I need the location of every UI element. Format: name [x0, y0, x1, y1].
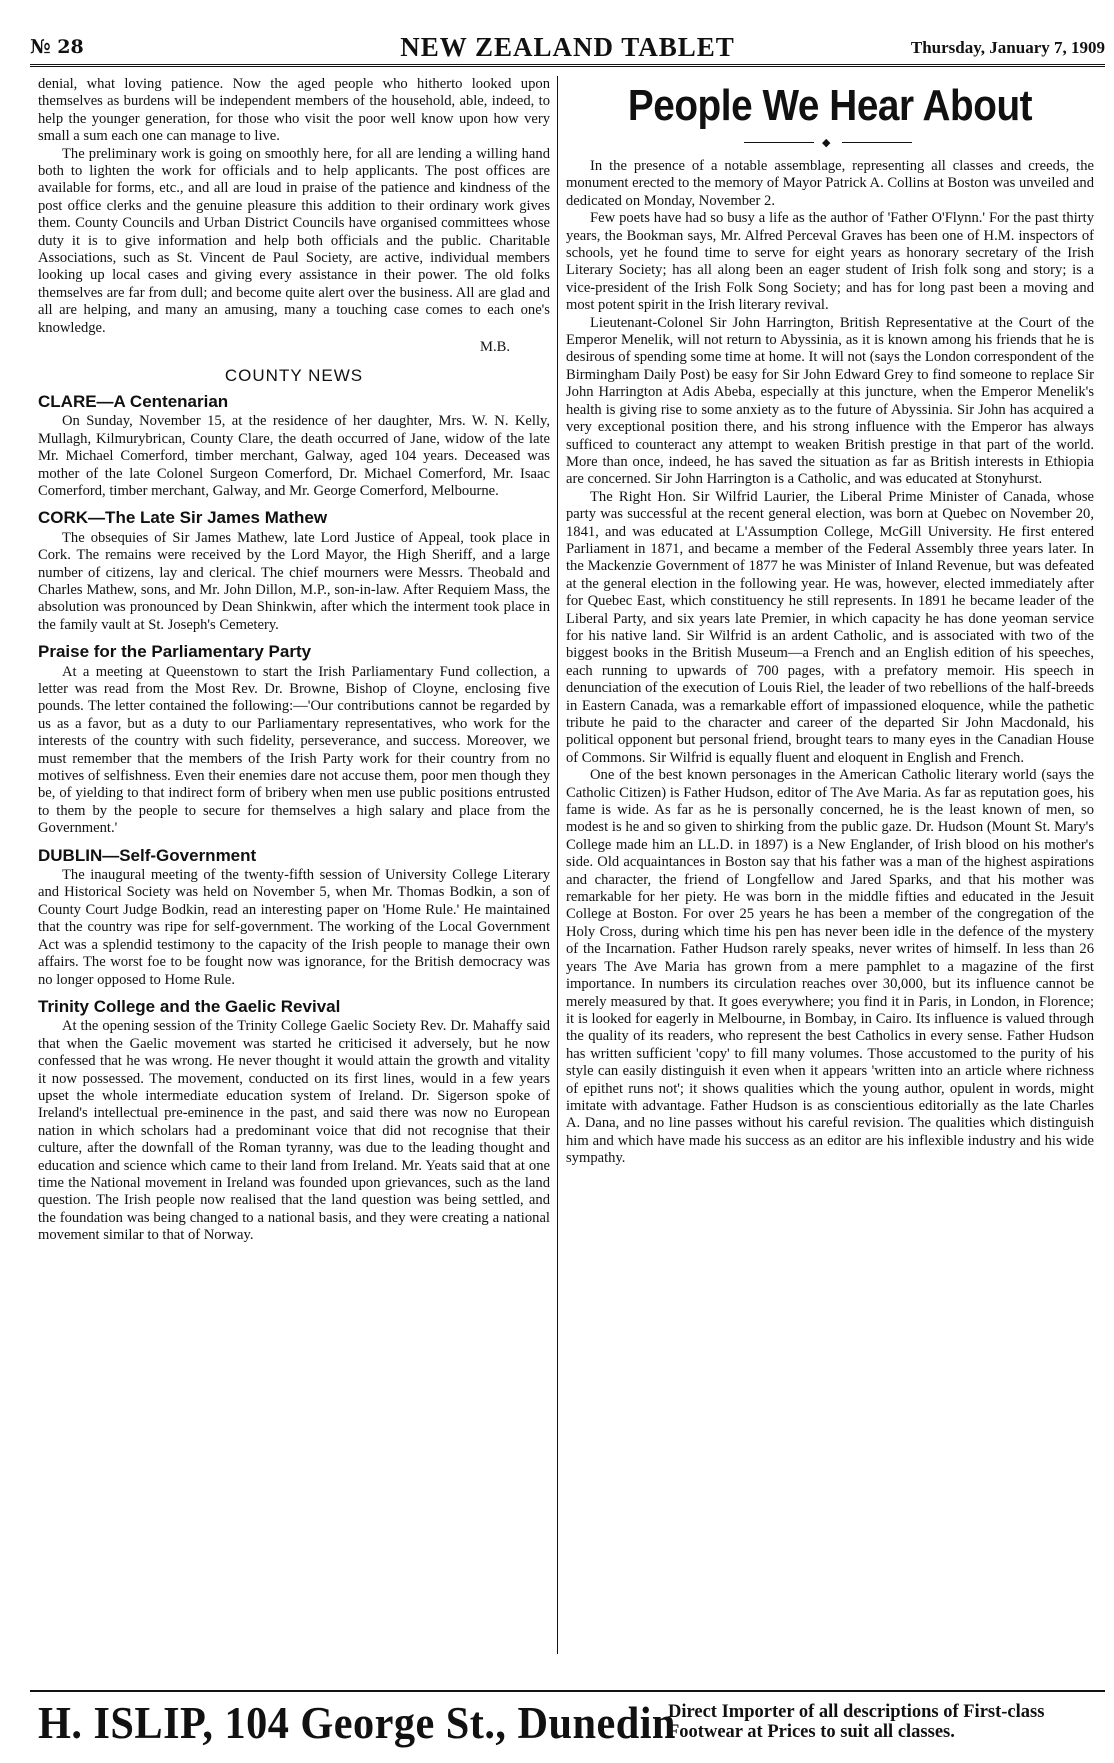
tagline-line: Direct Importer of all descriptions of First-class	[668, 1702, 1045, 1722]
advertisement-footer	[30, 1690, 1105, 1752]
article-paragraph: Few poets have had so busy a life as the author of 'Father O'Flynn.' For the past thirty years, the Bookman says, Mr. Alfred Perceval Graves has been one of H.M. inspectors of schools, yet he found time to serve for eight years as honorary secretary of the Irish Literary Society; has all along been an eager student of Irish folk song and story; is a vice-president of the Irish Folk Song Society; and has for long past been a moving and most potent spirit in the Irish literary revival.	[566, 210, 1094, 314]
heading-parliamentary-party: Praise for the Parliamentary Party	[38, 642, 312, 662]
article-dublin: The inaugural meeting of the twenty-fifth session of University College Literary and Historical Society was held on November 5, when Mr. Thomas Bodkin, a son of County Court Judge Bodkin, read an interesting paper on 'Home Rule.' He maintained that the country was ripe for self-government. The working of the Local Government Act was a splendid testimony to the capacity of the Irish people to manage their own affairs. The worst foe to be fought now was ignorance, for the British democracy was no longer opposed to Home Rule.	[38, 867, 550, 988]
article-parliamentary-party: At a meeting at Queenstown to start the Irish Parliamentary Fund collection, a letter was read from the Most Rev. Dr. Browne, Bishop of Cloyne, enclosing five pounds. The letter contained the following:—'Our contributions cannot be regarded by us as a favor, but as a duty to our Parliamentary representatives, who work for the interests of the country with such fidelity, perseverance, and success. Moreover, we must remember that the members of the Irish Party work for their country from no motives of selfishness. Even their enemies dare not accuse them, poor men though they be, of yielding to that indirect form of bribery when men use public positions entrusted to them by the people to secure for themselves a high salary and place from the Government.'	[38, 663, 550, 837]
page-header	[30, 30, 1105, 67]
heading-cork: CORK—The Late Sir James Mathew	[38, 508, 328, 528]
advertisement-tagline	[668, 1702, 1044, 1742]
section-title-county-news: COUNTY NEWS	[224, 365, 364, 385]
intro-paragraph: denial, what loving patience. Now the aged people who hitherto looked upon themselves as burdens will be independent members of the household, able, indeed, to help the younger generation, for those who visit the poor well know upon how very small a sum each one can manage to live.	[38, 76, 550, 145]
left-column	[38, 76, 550, 1661]
article-paragraph: In the presence of a notable assemblage, representing all classes and creeds, the monument erected to the memory of Mayor Patrick A. Collins at Boston was unveiled and dedicated on Monday, November 2.	[566, 158, 1094, 209]
tagline-line: Footwear at Prices to suit all classes.	[668, 1722, 955, 1742]
heading-dublin: DUBLIN—Self-Government	[38, 845, 257, 865]
advertiser-name: H. ISLIP, 104 George St., Dunedin	[38, 1697, 676, 1748]
heading-clare: CLARE—A Centenarian	[38, 391, 229, 411]
article-paragraph: Lieutenant-Colonel Sir John Harrington, British Representative at the Court of the Emperor Menelik, will not return to Abyssinia, as it is known among his friends that he is desirous of spending some time at home. It will not (says the London correspondent of the Birmingham Daily Post) be easy for Sir John Edward Grey to find someone to replace Sir John Harrington at Adis Abeba, especially at this juncture, when the Emperor Menelik's health is giving rise to some anxiety as to the future of Abyssinia. Sir John has acquired a very exceptional position there, and his strong influence with the Emperor has always sufficed to counteract any attempt to weaken British prestige in that part of the world. More than once, indeed, he has saved the situation as far as British interests in Ethiopia are concerned. Sir John Harrington is a Catholic, and was educated at Stonyhurst.	[566, 314, 1094, 488]
article-trinity: At the opening session of the Trinity College Gaelic Society Rev. Dr. Mahaffy said that when the Gaelic movement was started he criticised it adversely, but he now confessed that he was wrong. He never thought it would attain the growth and vitality it now possessed. The movement, conducted on its first lines, would in a few years upset the whole intermediate education system of Ireland. Dr. Sigerson spoke of Ireland's intellectual pre-eminence in the past, and said there was now no European nation in which scholars had a predominant voice that did not recognise that their culture, after the downfall of the Roman tyranny, was due to the leading thought and education and science which came to their land from Ireland. Mr. Yeats said that at one time the National movement in Ireland was founded upon grievances, such as the land question. The Irish people now realised that the land question was being settled, and the foundation was being changed to a national basis, and they were creating a national movement similar to that of Norway.	[38, 1018, 550, 1244]
column-divider	[557, 76, 558, 1654]
signature: M.B.	[479, 339, 510, 356]
right-column	[566, 76, 1094, 1661]
newspaper-title: NEW ZEALAND TABLET	[400, 32, 735, 62]
article-paragraph: The Right Hon. Sir Wilfrid Laurier, the Liberal Prime Minister of Canada, whose party was successful at the recent general election, was born at Quebec on November 20, 1841, and was educated at L'Assumption College, McGill University. He first entered Parliament in 1871, and became a member of the Federal Assembly three years later. In the Mackenzie Government of 1877 he was Minister of Inland Revenue, but was defeated at the general election in the following year. He was, however, elected immediately after for Quebec East, which constituency he still represents. In 1891 he became leader of the Liberal Party, and six years late Premier, in which capacity he has done yeoman service for his native land. Sir Wilfrid is an ardent Catholic, and is associated with two of the biggest books in the British Museum—a French and an English edition of his speeches, each running to upwards of 700 pages, with a prefatory memoir. His speech in denunciation of the execution of Louis Riel, the leader of two rebellions of the half-breeds in Eastern Canada, was a remarkable effort of impassioned eloquence, while the pathetic tribute he paid to the character and career of the departed Sir John Macdonald, his political opponent but personal friend, brought tears to many eyes in the Canadian House of Commons. Sir Wilfrid is equally fluent and eloquent in English and French.	[566, 488, 1094, 766]
page-number: № 28	[30, 36, 84, 58]
diamond-icon: ◆	[822, 137, 831, 149]
intro-paragraph: The preliminary work is going on smoothly here, for all are lending a willing hand both to lighten the work for officials and to help applicants. The post offices are available for forms, etc., and all are loud in praise of the patience and kindness of the post office clerks and the genuine pleasure this addition to their ordinary work gives them. County Councils and Urban District Councils have organised committees whose duty it is to give information and help both officials and the public. Charitable Associations, such as St. Vincent de Paul Society, are active, individual members looking up local cases and giving every assistance in their power. The old folks themselves are far from dull; and become quite alert over the business. All are glad and all are helping, and many an amusing, many a touching case comes to each one's knowledge.	[38, 145, 550, 336]
heading-trinity: Trinity College and the Gaelic Revival	[38, 996, 341, 1016]
people-heading: People We Hear About	[627, 81, 1033, 130]
issue-date: Thursday, January 7, 1909	[910, 38, 1105, 57]
article-cork: The obsequies of Sir James Mathew, late Lord Justice of Appeal, took place in Cork. The remains were received by the Lord Mayor, the High Sheriff, and a large number of citizens, lay and clerical. The chief mourners were Messrs. Theobald and Charles Mathew, sons, and Mr. John Dillon, M.P., son-in-law. After Requiem Mass, the absolution was pronounced by Dean Shinkwin, after which the interment took place in the family vault at St. Joseph's Cemetery.	[38, 529, 550, 633]
article-clare: On Sunday, November 15, at the residence of her daughter, Mrs. W. N. Kelly, Mullagh, Kilmurybrican, County Clare, the death occurred of Jane, widow of the late Mr. Michael Comerford, timber merchant, Galway, aged 104 years. Deceased was mother of the late Colonel Surgeon Comerford, Dr. Michael Comerford, Mr. Isaac Comerford, timber merchant, Galway, and Mr. George Comerford, Melbourne.	[38, 413, 550, 499]
ornament-divider	[566, 134, 1094, 150]
article-paragraph: One of the best known personages in the American Catholic literary world (says the Catholic Citizen) is Father Hudson, editor of The Ave Maria. As far as reputation goes, his fame is wide. As far as he is personally concerned, he is the least known of men, so modest is he and so given to shirking from the public gaze. Dr. Hudson (Mount St. Mary's College made him an LL.D. in 1897) is a New Englander, of Irish blood on his mother's side. Old acquaintances in Boston say that his father was a man of the highest aspirations and character, the friend of Longfellow and Jared Sparks, and that his mother was remarkable for her piety. He was born in the middle fifties and educated in the Jesuit College at Boston. For over 25 years he has been a member of the congregation of the Holy Cross, during which time his pen has never been idle in the defence of the mystery of the Incarnation. Father Hudson rarely speaks, never writes of himself. In less than 26 years The Ave Maria has grown from a mere pamphlet to a magazine of the first importance. In numbers its circulation reaches over 30,000, but its influence cannot be merely measured by that. It goes everywhere; you find it in Paris, in London, in Florence; it is looked for eagerly in Melbourne, in Bombay, in Cairo. Its influence is valued through the quality of its readers, who represent the best Catholics in every sense. Father Hudson has written sufficient 'copy' to fill many volumes. Those accustomed to the purity of his style can easily distinguish it even when it appears 'written into an article where richness of epithet runs not'; it shows qualities which the young author, opulent in words, might imitate with advantage. Father Hudson is as conscientious editorially as the late Charles A. Dana, and no line passes without his careful revision. The qualities which distinguish him and which have made his success as an editor are his inflexible industry and his wide sympathy.	[566, 767, 1094, 1167]
